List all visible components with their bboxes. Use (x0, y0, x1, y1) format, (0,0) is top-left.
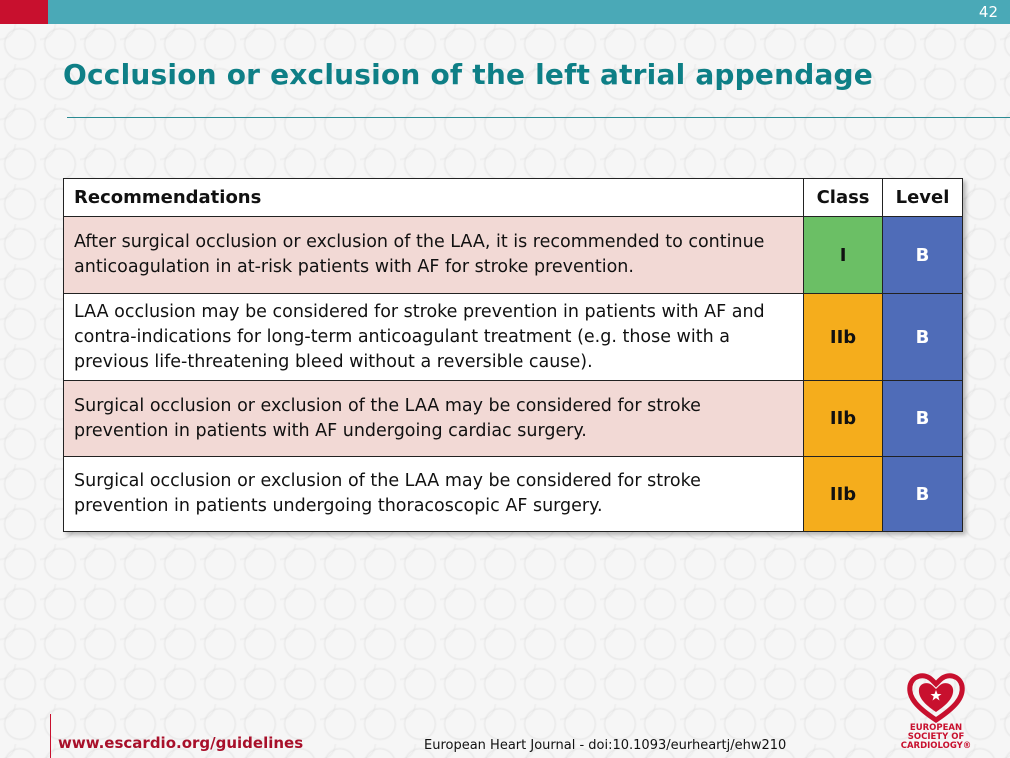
table-row (64, 294, 963, 381)
esc-logo-text (896, 724, 976, 751)
recommendation-text: Surgical occlusion or exclusion of the LAA may be considered for stroke prevention in patients with AF undergoing cardiac surgery. (64, 381, 804, 457)
table-header-row (64, 179, 963, 217)
recommendation-text: LAA occlusion may be considered for stroke prevention in patients with AF and contra-indications for long-term anticoagulant treatment (e.g. those with a previous life-threatening bleed without a reversible cause). (64, 294, 804, 381)
level-cell: B (883, 457, 963, 532)
logo-line: EUROPEAN (909, 723, 963, 733)
header-recommendations: Recommendations (64, 179, 804, 217)
page-number: 42 (978, 3, 998, 21)
class-cell: IIb (804, 381, 883, 457)
class-cell: IIb (804, 294, 883, 381)
class-cell: IIb (804, 457, 883, 532)
table-row (64, 381, 963, 457)
level-cell: B (883, 217, 963, 294)
guidelines-link[interactable]: www.escardio.org/guidelines (58, 734, 304, 752)
level-cell: B (883, 294, 963, 381)
class-cell: I (804, 217, 883, 294)
level-cell: B (883, 381, 963, 457)
journal-citation: European Heart Journal - doi:10.1093/eurheartj/ehw210 (424, 738, 787, 753)
recommendations-table (63, 178, 963, 532)
footer-divider (50, 714, 51, 758)
header-level: Level (883, 179, 963, 217)
header-class: Class (804, 179, 883, 217)
top-bar-accent (0, 0, 48, 24)
top-bar (0, 0, 1010, 24)
recommendation-text: Surgical occlusion or exclusion of the LAA may be considered for stroke prevention in patients undergoing thoracoscopic AF surgery. (64, 457, 804, 532)
title-divider (67, 117, 1010, 118)
table-row (64, 217, 963, 294)
recommendation-text: After surgical occlusion or exclusion of the LAA, it is recommended to continue anticoagulation in at-risk patients with AF for stroke prevention. (64, 217, 804, 294)
logo-line: SOCIETY OF (907, 732, 965, 742)
logo-line: CARDIOLOGY® (900, 741, 972, 751)
table-row (64, 457, 963, 532)
slide-title: Occlusion or exclusion of the left atrial appendage (63, 58, 873, 91)
